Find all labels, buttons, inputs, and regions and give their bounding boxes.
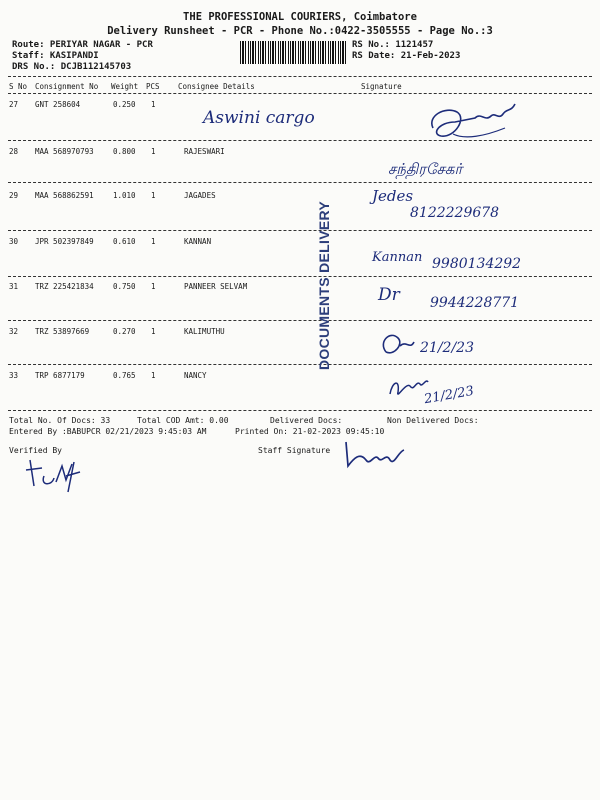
row-sno: 28 bbox=[9, 147, 19, 156]
row-weight: 0.800 bbox=[113, 147, 136, 156]
row-consignment-no: JPR 502397849 bbox=[35, 237, 94, 246]
col-sno: S No bbox=[9, 82, 28, 91]
staff-signature-label: Staff Signature bbox=[258, 446, 331, 455]
row-pcs: 1 bbox=[151, 371, 156, 380]
handwritten-phone: 9944228771 bbox=[430, 295, 520, 311]
col-pcs: PCS bbox=[146, 82, 160, 91]
row-consignee: RAJESWARI bbox=[184, 147, 225, 156]
divider bbox=[8, 364, 592, 365]
handwritten-signature: Jedes bbox=[372, 187, 414, 205]
verified-by-label: Verified By bbox=[9, 446, 62, 455]
signature-image bbox=[376, 326, 426, 362]
entered-by: Entered By :BABUPCR 02/21/2023 9:45:03 AM bbox=[9, 427, 207, 436]
rs-number: RS No.: 1121457 bbox=[352, 40, 434, 50]
handwritten-phone: 9980134292 bbox=[432, 256, 522, 272]
verifier-signature bbox=[22, 452, 86, 496]
handwritten-signature: Dr bbox=[378, 285, 400, 305]
col-consignee: Consignee Details bbox=[178, 82, 255, 91]
divider bbox=[8, 76, 592, 77]
handwritten-consignee: Aswini cargo bbox=[203, 108, 315, 128]
divider bbox=[8, 276, 592, 277]
row-consignee: KANNAN bbox=[184, 237, 212, 246]
barcode bbox=[240, 41, 346, 64]
col-weight: Weight bbox=[111, 82, 139, 91]
row-sno: 27 bbox=[9, 100, 19, 109]
row-consignment-no: TRZ 225421834 bbox=[35, 282, 94, 291]
divider bbox=[8, 140, 592, 141]
staff-signature-image bbox=[340, 436, 410, 472]
row-weight: 1.010 bbox=[113, 191, 136, 200]
row-weight: 0.610 bbox=[113, 237, 136, 246]
row-consignment-no: GNT 258604 bbox=[35, 100, 81, 109]
row-consignee: PANNEER SELVAM bbox=[184, 282, 248, 291]
handwritten-date: 21/2/23 bbox=[420, 340, 474, 356]
row-sno: 31 bbox=[9, 282, 19, 291]
row-pcs: 1 bbox=[151, 100, 156, 109]
row-pcs: 1 bbox=[151, 191, 156, 200]
runsheet-subtitle: Delivery Runsheet - PCR - Phone No.:0422-3505555 - Page No.:3 bbox=[107, 25, 493, 37]
handwritten-date: 21/2/23 bbox=[423, 383, 476, 408]
divider bbox=[8, 230, 592, 231]
handwritten-signature: சந்திரசேகர் bbox=[388, 160, 463, 178]
staff-text: Staff: KASIPANDI bbox=[12, 51, 99, 61]
divider bbox=[8, 182, 592, 183]
rs-date: RS Date: 21-Feb-2023 bbox=[352, 51, 461, 61]
printed-on: Printed On: 21-02-2023 09:45:10 bbox=[235, 427, 385, 436]
row-consignment-no: TRP 6877179 bbox=[35, 371, 85, 380]
documents-delivery-stamp: DOCUMENTS DELIVERY bbox=[316, 200, 332, 370]
divider bbox=[8, 410, 592, 411]
row-sno: 29 bbox=[9, 191, 19, 200]
non-delivered-docs: Non Delivered Docs: bbox=[387, 416, 479, 425]
row-consignment-no: MAA 568970793 bbox=[35, 147, 94, 156]
handwritten-phone: 8122229678 bbox=[410, 205, 500, 221]
row-pcs: 1 bbox=[151, 282, 156, 291]
row-pcs: 1 bbox=[151, 237, 156, 246]
divider bbox=[8, 320, 592, 321]
row-weight: 0.765 bbox=[113, 371, 136, 380]
total-docs: Total No. Of Docs: 33 bbox=[9, 416, 111, 425]
row-consignee: JAGADES bbox=[184, 191, 216, 200]
col-consignment: Consignment No bbox=[35, 82, 99, 91]
row-pcs: 1 bbox=[151, 327, 156, 336]
route-text: Route: PERIYAR NAGAR - PCR bbox=[12, 40, 153, 50]
row-consignee: KALIMUTHU bbox=[184, 327, 225, 336]
drs-number: DRS No.: DCJB112145703 bbox=[12, 62, 132, 72]
row-weight: 0.750 bbox=[113, 282, 136, 291]
row-consignee: NANCY bbox=[184, 371, 207, 380]
row-consignment-no: TRZ 53897669 bbox=[35, 327, 90, 336]
delivered-docs: Delivered Docs: bbox=[270, 416, 343, 425]
row-weight: 0.270 bbox=[113, 327, 136, 336]
handwritten-signature: Kannan bbox=[372, 250, 423, 265]
row-sno: 32 bbox=[9, 327, 19, 336]
row-consignment-no: MAA 568862591 bbox=[35, 191, 94, 200]
row-sno: 33 bbox=[9, 371, 19, 380]
row-pcs: 1 bbox=[151, 147, 156, 156]
col-signature: Signature bbox=[361, 82, 402, 91]
row-sno: 30 bbox=[9, 237, 19, 246]
divider bbox=[8, 93, 592, 94]
company-title: THE PROFESSIONAL COURIERS, Coimbatore bbox=[183, 11, 417, 23]
row-weight: 0.250 bbox=[113, 100, 136, 109]
total-cod: Total COD Amt: 0.00 bbox=[137, 416, 229, 425]
